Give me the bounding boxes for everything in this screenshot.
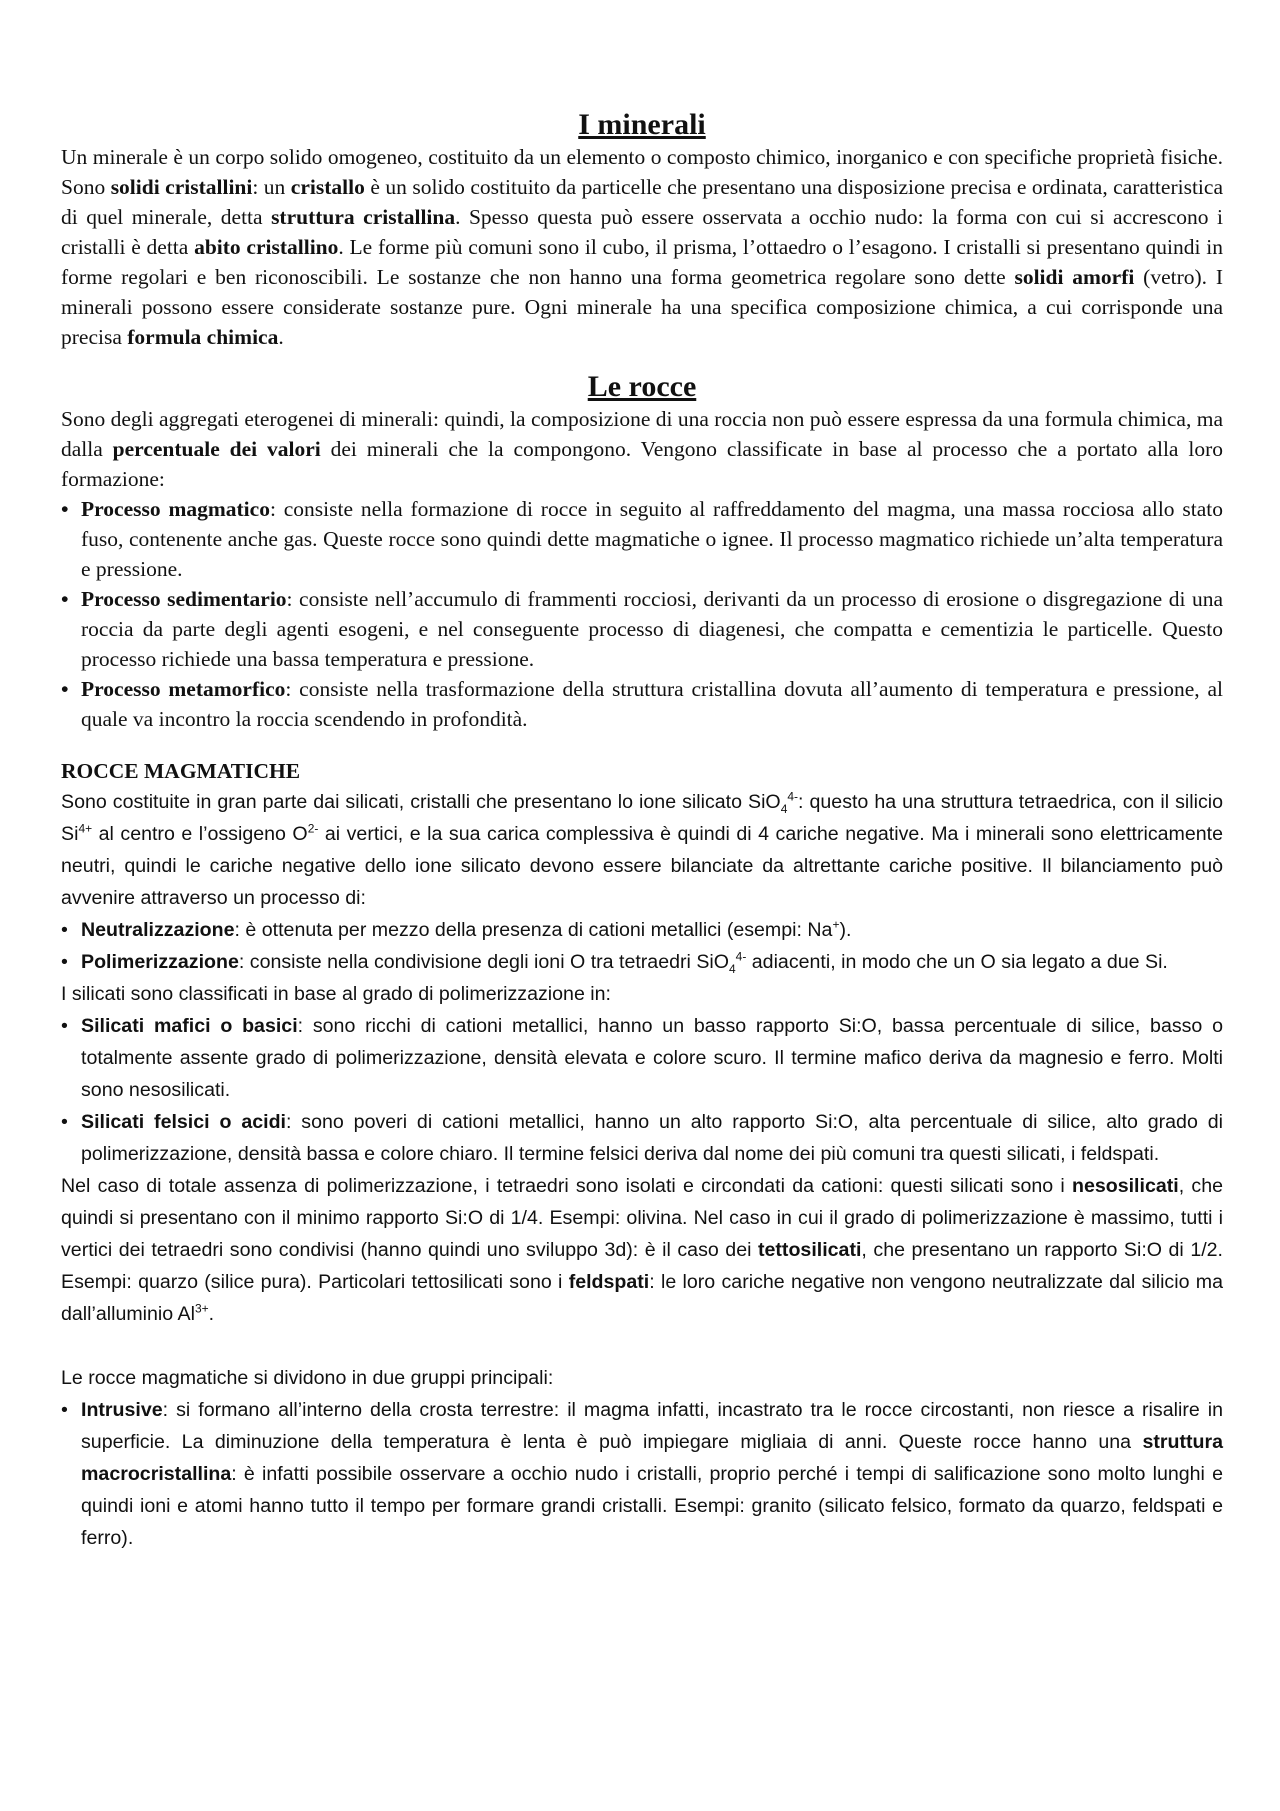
paragraph-polimerizzazione: Nel caso di totale assenza di polimerizzazione, i tetraedri sono isolati e circondati da cationi: questi silicati sono i nesosilicati, che quindi si presentano con il minimo rapporto Si:O di 1/4. Esempi: olivina. Nel caso in cui il grado di polimerizzazione è massimo, tutti i vertici dei tetraedri sono condivisi (hanno quindi uno sviluppo 3d): è il caso dei tettosilicati, che presentano un rapporto Si:O di 1/2. Esempi: quarzo (silice pura). Particolari tettosilicati sono i feldspati: le loro cariche negative non vengono neutralizzate dal silicio ma dall’alluminio $Al^{3+}$. — [61, 1175, 1223, 1325]
list-processi — [61, 494, 1223, 734]
list-item: • Neutralizzazione: è ottenuta per mezzo della presenza di cationi metallici (esempi: Na+). — [61, 917, 852, 941]
list-item: • Processo metamorfico: consiste nella trasformazione della struttura cristallina dovuta all’aumento di temperatura e pressione, al quale va incontro la roccia scendendo in profondità. — [61, 677, 1223, 731]
list-item: • Processo magmatico: consiste nella formazione di rocce in seguito al raffreddamento del magma, una massa rocciosa allo stato fuso, contenente anche gas. Queste rocce sono quindi dette magmatiche o ignee. Il processo magmatico richiede un’alta temperatura e pressione. — [61, 497, 1224, 581]
list-item: • Polimerizzazione: consiste nella condivisione degli ioni O tra tetraedri SiO$_4^{4-}$ adiacenti, in modo che un O sia legato a due Si. — [61, 949, 1168, 976]
paragraph-minerali: Un minerale è un corpo solido omogeneo, costituito da un elemento o composto chimico, inorganico e con specifiche proprietà fisiche. Sono solidi cristallini: un cristallo è un solido costituito da particelle che presentano una disposizione precisa e ordinata, caratteristica di quel minerale, detta struttura cristallina. Spesso questa può essere osservata a occhio nudo: la forma con cui si accrescono i cristalli è detta abito cristallino. Le forme più comuni sono il cubo, il prisma, l’ottaedro o l’esagono. I cristalli si presentano quindi in forme regolari e ben riconoscibili. Le sostanze che non hanno una forma geometrica regolare sono dette solidi amorfi (vetro). I minerali possono essere considerate sostanze pure. Ogni minerale ha una specifica composizione chimica, a cui corrisponde una precisa formula chimica. — [61, 145, 1224, 349]
paragraph-rocce: Sono degli aggregati eterogenei di minerali: quindi, la composizione di una roccia non può essere espressa da una formula chimica, ma dalla percentuale dei valori dei minerali che la compongono. Vengono classificate in base al processo che a portato alla loro formazione: — [61, 407, 1223, 491]
paragraph-gruppi: Le rocce magmatiche si dividono in due gruppi principali: — [61, 1367, 554, 1389]
list-item: • Silicati mafici o basici: sono ricchi di cationi metallici, hanno un basso rapporto Si:O, bassa percentuale di silice, basso o totalmente assente grado di polimerizzazione, densità elevata e colore scuro. Il termine mafico deriva da magnesio e ferro. Molti sono nesosilicati. — [61, 1015, 1224, 1101]
list-gruppi — [61, 1394, 1223, 1554]
title-minerali: I minerali — [578, 108, 706, 141]
spacer — [61, 1330, 1223, 1362]
list-silicati — [61, 1010, 1223, 1170]
list-item: • Silicati felsici o acidi: sono poveri di cationi metallici, hanno un alto rapporto Si:O, alta percentuale di silice, alto grado di polimerizzazione, densità bassa e colore chiaro. Il termine felsici deriva dal nome dei più comuni tra questi silicati, i feldspati. — [61, 1111, 1223, 1165]
title-rocce: Le rocce — [587, 370, 697, 403]
document-page — [61, 108, 1223, 1554]
list-item: • Intrusive: si formano all’interno della crosta terrestre: il magma infatti, incastrato tra le rocce circostanti, non riesce a risalire in superficie. La diminuzione della temperatura è lenta è può impiegare migliaia di anni. Queste rocce hanno una struttura macrocristallina: è infatti possibile osservare a occhio nudo i cristalli, proprio perché i tempi di salificazione sono molto lunghi e quindi ioni e atomi hanno tutto il tempo per formare grandi cristalli. Esempi: granito (silicato felsico, formato da quarzo, feldspati e ferro). — [61, 1399, 1223, 1549]
paragraph-classificazione: I silicati sono classificati in base al grado di polimerizzazione in: — [61, 983, 611, 1005]
paragraph-silicati: Sono costituite in gran parte dai silicati, cristalli che presentano lo ione silicato SiO$_4^{4-}$: questo ha una struttura tetraedrica, con il silicio $Si^{4+}$ al centro e l’ossigeno $O^{2-}$ ai vertici, e la sua carica complessiva è quindi di 4 cariche negative. Ma i minerali sono elettricamente neutri, quindi le cariche negative dello ione silicato devono essere bilanciate da altrettante cariche positive. Il bilanciamento può avvenire attraverso un processo di: — [61, 789, 1224, 909]
list-bilanciamento — [61, 914, 1223, 978]
list-item: • Processo sedimentario: consiste nell’accumulo di frammenti rocciosi, derivanti da un processo di erosione o disgregazione di una roccia da parte degli agenti esogeni, e nel conseguente processo di diagenesi, che compatta e cementizia le particelle. Questo processo richiede una bassa temperatura e pressione. — [61, 587, 1223, 671]
heading-rocce-magmatiche: ROCCE MAGMATICHE — [61, 759, 301, 783]
